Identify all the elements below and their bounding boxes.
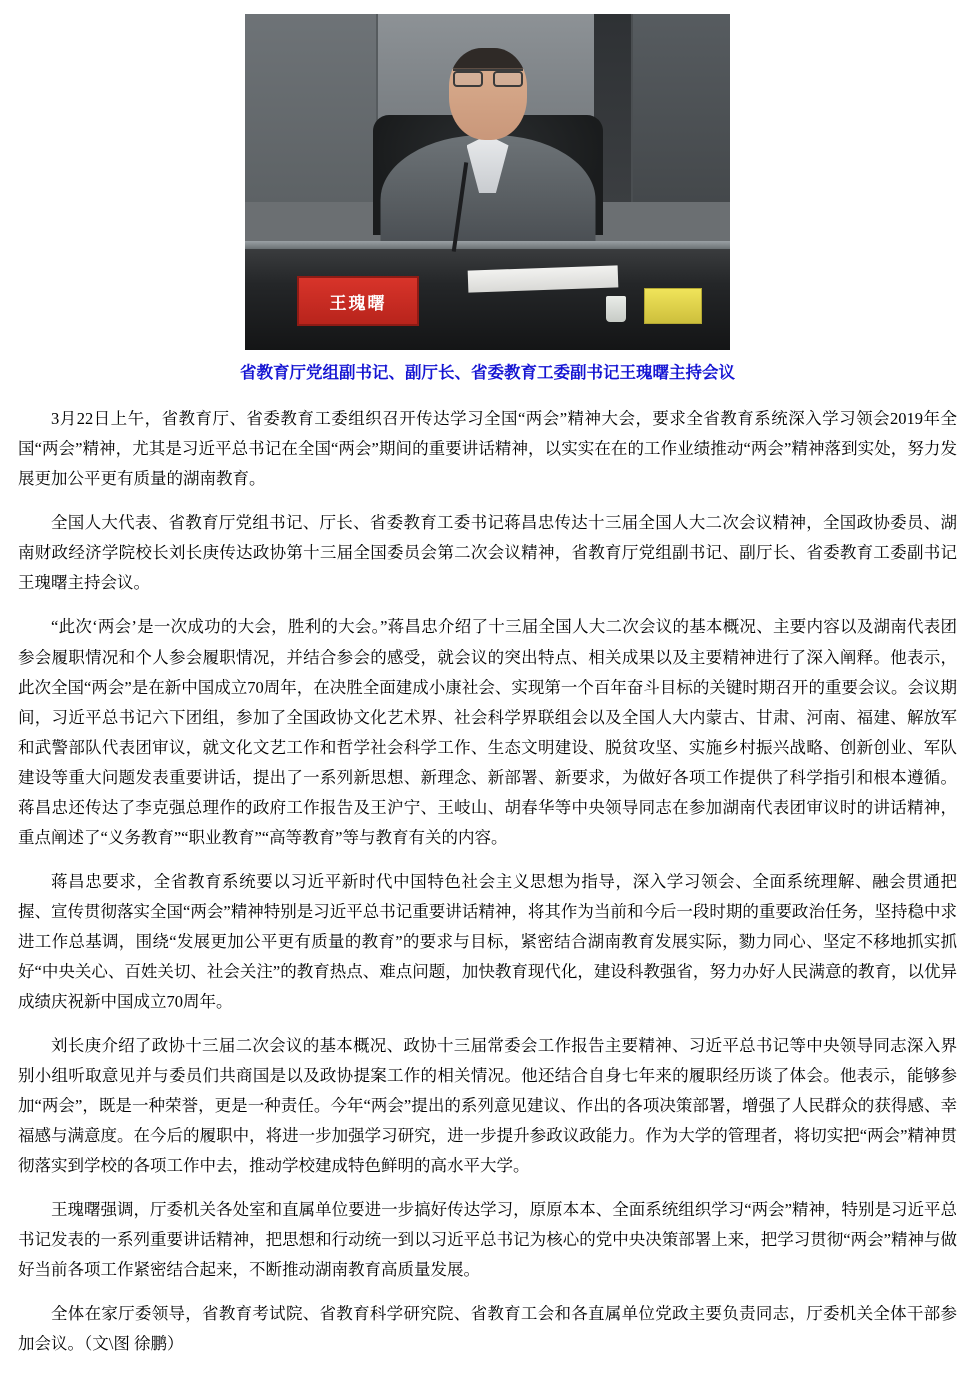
photo-wall-panel-right [631,14,730,202]
article-body [18,404,957,1358]
photo-person-head [449,48,527,140]
article-paragraph: 全体在家厅委领导，省教育考试院、省教育科学研究院、省教育工会和各直属单位党政主要负责同志，厅委机关全体干部参加会议。（文\图 徐鹏） [18,1303,957,1353]
figure-caption: 省教育厅党组副书记、副厅长、省委教育工委副书记王瑰曙主持会议 [240,364,735,382]
glasses-icon [453,69,523,83]
article-paragraph: 全国人大代表、省教育厅党组书记、厅长、省委教育工委书记蒋昌忠传达十三届全国人大二次会议精神，全国政协委员、湖南财政经济学院校长刘长庚传达政协第十三届全国委员会第二次会议精神，省教育厅党组副书记、副厅长、省委教育工委副书记王瑰曙主持会议。 [18,513,957,593]
photo-wall-panel-left [245,14,378,202]
photo-cup [606,296,626,322]
article-paragraph: 3月22日上午，省教育厅、省委教育工委组织召开传达学习全国“两会”精神大会，要求全省教育系统深入学习领会2019年全国“两会”精神，尤其是习近平总书记在全国“两会”期间的重要讲话精神，以实实在在的工作业绩推动“两会”精神落到实处，努力发展更加公平更有质量的湖南教育。 [18,409,957,489]
article-paragraph: “此次‘两会’是一次成功的大会，胜利的大会。”蒋昌忠介绍了十三届全国人大二次会议的基本概况、主要内容以及湖南代表团参会履职情况和个人参会履职情况，并结合参会的感受，就会议的突出特点、相关成果以及主要精神进行了深入阐释。他表示，此次全国“两会”是在新中国成立70周年，在决胜全面建成小康社会、实现第一个百年奋斗目标的关键时期召开的重要会议。会议期间，习近平总书记六下团组，参加了全国政协文化艺术界、社会科学界联组会以及全国人大内蒙古、甘肃、河南、福建、解放军和武警部队代表团审议，就文化文艺工作和哲学社会科学工作、生态文明建设、脱贫攻坚、实施乡村振兴战略、创新创业、军队建设等重大问题发表重要讲话，提出了一系列新思想、新理念、新部署、新要求，为做好各项工作提供了科学指引和根本遵循。蒋昌忠还传达了李克强总理作的政府工作报告及王沪宁、王岐山、胡春华等中央领导同志在参加湖南代表团审议时的讲话精神，重点阐述了“义务教育”“职业教育”“高等教育”等与教育有关的内容。 [18,617,957,847]
article-figure [18,14,957,386]
article-paragraph: 王瑰曙强调，厅委机关各处室和直属单位要进一步搞好传达学习，原原本本、全面系统组织学习“两会”精神，特别是习近平总书记发表的一系列重要讲话精神，把思想和行动统一到以习近平总书记为核心的党中央决策部署上来，把学习贯彻“两会”精神与做好当前各项工作紧密结合起来，不断推动湖南教育高质量发展。 [18,1199,957,1279]
photo-documents [468,265,619,292]
conference-photo [245,14,730,350]
article-paragraph: 刘长庚介绍了政协十三届二次会议的基本概况、政协十三届常委会工作报告主要精神、习近平总书记等中央领导同志深入界别小组听取意见并与委员们共商国是以及政协提案工作的相关情况。他还结合自身七年来的履职经历谈了体会。他表示，能够参加“两会”，既是一种荣誉，更是一种责任。今年“两会”提出的系列意见建议、作出的各项决策部署，增强了人民群众的获得感、幸福感与满意度。在今后的履职中，将进一步加强学习研究，进一步提升参政议政能力。作为大学的管理者，将切实把“两会”精神贯彻落实到学校的各项工作中去，推动学校建成特色鲜明的高水平大学。 [18,1035,957,1175]
photo-table-edge [245,241,730,249]
photo-tissue-box [644,288,702,324]
photo-nameplate-text: 王瑰曙 [329,293,387,313]
photo-nameplate [297,276,419,326]
article-paragraph: 蒋昌忠要求，全省教育系统要以习近平新时代中国特色社会主义思想为指导，深入学习领会、全面系统理解、融会贯通把握、宣传贯彻落实全国“两会”精神特别是习近平总书记重要讲话精神，将其作为当前和今后一段时期的重要政治任务，坚持稳中求进工作总基调，围绕“发展更加公平更有质量的教育”的要求与目标，紧密结合湖南教育发展实际，勠力同心、坚定不移地抓实抓好“中央关心、百姓关切、社会关注”的教育热点、难点问题，加快教育现代化，建设科教强省，努力办好人民满意的教育，以优异成绩庆祝新中国成立70周年。 [18,871,957,1011]
